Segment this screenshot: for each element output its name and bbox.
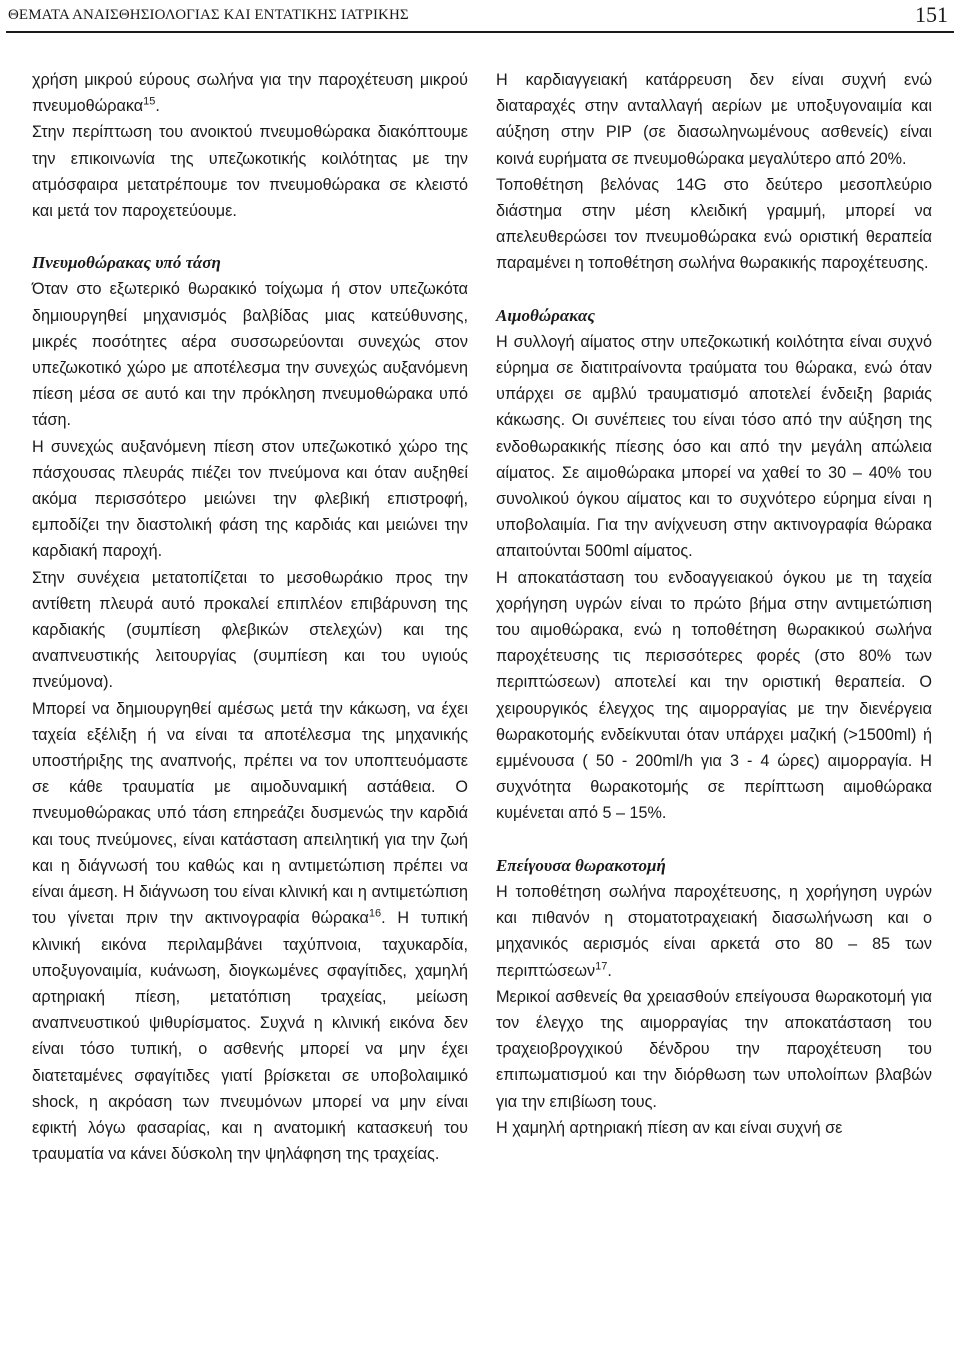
page-number: 151 — [915, 2, 948, 27]
paragraph-text: . Η τυπική κλινική εικόνα περιλαμβάνει ταχύπνοια, ταχυκαρδία, υποξυγοναιμία, κυάνωση, διογκωμένες σφαγίτιδες, χαμηλή αρτηριακή πίεση, μετατόπιση τραχείας, μείωση αναπνευστικού ψιθυρίσματος. Συχνά η κλινική εικόνα δεν είναι τόσο τυπική, ο ασθενής μπορεί να μην έχει διατεταμένες σφαγίτιδες γιατί βρίσκεται σε υποβολαιμικό shock, η ακρόαση των πνευμόνων μπορεί να μην είναι εφικτή λόγω φασαρίας, και η ανατομική κατασκευή του τραυματία να κάνει δύσκολη την ψηλάφηση της τραχείας. — [32, 909, 468, 1164]
running-header — [8, 0, 952, 30]
paragraph-text: Η τοποθέτηση σωλήνα παροχέτευσης, η χορήγηση υγρών και πιθανόν η στοματοτραχειακή διασωλήνωση και ο μηχανικός αερισμός είναι αρκετά στο 80 – 85 των περιπτώσεων — [496, 882, 932, 980]
paragraph: Η αποκατάσταση του ενδοαγγειακού όγκου με τη ταχεία χορήγηση υγρών είναι το πρώτο βήμα στην αντιμετώπιση του αιμοθώρακα, ενώ η τοποθέτηση θωρακικού σωλήνα παροχέτευσης τις περισσότερες φορές (στο 80% των περιπτώσεων) αποτελεί και την οριστική θεραπεία. Ο χειρουργικός έλεγχος της αιμορραγίας με την διενέργεια θωρακοτομής ενδείκνυται όταν υπάρχει μαζική (>1500ml) ή εμμένουσα ( 50 - 200ml/h για 3 - 4 ώρες) αιμορραγία. Η συχνότητα θωρακοτομής σε περίπτωση αιμοθώρακα κυμένεται από 5 – 15%. — [496, 568, 932, 823]
paragraph — [496, 879, 932, 984]
section-heading-tension-pneumothorax: Πνευμοθώρακας υπό τάση — [32, 253, 221, 273]
left-column — [32, 67, 468, 1167]
reference-superscript: 17 — [595, 960, 608, 973]
paragraph: Η χαμηλή αρτηριακή πίεση αν και είναι συχνή σε — [496, 1118, 843, 1137]
running-title: ΘΕΜΑΤΑ ΑΝΑΙΣΘΗΣΙΟΛΟΓΙΑΣ ΚΑΙ ΕΝΤΑΤΙΚΗΣ ΙΑΤΡΙΚΗΣ — [8, 6, 409, 23]
right-column — [496, 67, 932, 1141]
reference-superscript: 15 — [143, 95, 156, 108]
paragraph: Μερικοί ασθενείς θα χρειασθούν επείγουσα θωρακοτομή για τον έλεγχο της αιμορραγίας την αποκατάσταση του τραχειοβρογχικού δένδρου την παροχέτευση του επιπωματισμού και την διόρθωση των υπολοίπων βλαβών για την επιβίωση τους. — [496, 987, 932, 1111]
paragraph: Στην περίπτωση του ανοικτού πνευμοθώρακα διακόπτουμε την επικοινωνία της υπεζωκοτικής κοιλότητας με την ατμόσφαιρα μετατρέπουμε τον πνευμοθώρακα σε κλειστό και μετά τον παροχετεύουμε. — [32, 123, 468, 221]
paragraph: Τοποθέτηση βελόνας 14G στο δεύτερο μεσοπλεύριο διάστημα στην μέση κλειδική γραμμή, μπορεί να απελευθερώσει τον πνευμοθώρακα ενώ οριστική θεραπεία παραμένει η τοποθέτηση σωλήνα θωρακικής παροχέτευσης. — [496, 175, 932, 273]
paragraph-text: . — [607, 961, 612, 980]
section-spacer — [32, 224, 468, 250]
reference-superscript: 16 — [368, 907, 382, 920]
paragraph — [32, 67, 468, 119]
paragraph: Η συλλογή αίματος στην υπεζοκωτική κοιλότητα είναι συχνό εύρημα σε διατιτραίνοντα τραύματα του θώρακα, ενώ όταν υπάρχει σε αμβλύ τραυματισμό αποτελεί ένδειξη βαριάς κάκωσης. Οι συνέπειες του είναι τόσο από την αύξηση της ενδοθωρακικής πίεσης όσο και από την μεγάλη απώλεια αίματος. Σε αιμοθώρακα μπορεί να χαθεί το 30 – 40% του συνολικού όγκου αίματος και το συχνότερο εύρημα είναι η υποβολαιμία. Για την ανίχνευση στην ακτινογραφία θώρακα απαιτούνται 500ml αίματος. — [496, 332, 932, 561]
paragraph: Η καρδιαγγειακή κατάρρευση δεν είναι συχνή ενώ διαταραχές στην ανταλλαγή αερίων με υποξυγοναιμία και αύξηση στην PIP (σε διασωληνωμένους ασθενείς) είναι κοινά ευρήματα σε πνευμοθώρακα μεγαλύτερο από 20%. — [496, 71, 932, 168]
section-spacer — [496, 827, 932, 853]
paragraph: Όταν στο εξωτερικό θωρακικό τοίχωμα ή στον υπεζωκότα δημιουργηθεί μηχανισμός βαλβίδας μιας κατεύθυνσης, μικρές ποσότητες αέρα συσσωρεύονται συνεχώς στον υπεζωκοτικό χώρο με αποτέλεσμα την συνεχώς αυξανόμενη πίεση μέσα σε αυτό και την πρόκληση πνευμοθώρακα υπό τάση. — [32, 280, 468, 430]
section-heading-hemothorax: Αιμοθώρακας — [496, 305, 595, 325]
paragraph-text: Μπορεί να δημιουργηθεί αμέσως μετά την κάκωση, να έχει ταχεία εξέλιξη ή να είναι τα αποτέλεσμα της μηχανικής υποστήριξης της αναπνοής, πρέπει να τον υποπτευόμαστε σε κάθε τραυματία με αιμοδυναμική αστάθεια. Ο πνευμοθώρακας υπό τάση επηρεάζει δυσμενώς την καρδιά και τους πνεύμονες, είναι κατάσταση απειλητική για την ζωή και η διάγνωσή του καθώς και η αντιμετώπιση πρέπει να είναι άμεση. Η διάγνωση του είναι κλινική και η αντιμετώπιση του γίνεται πριν την ακτινογραφία θώρακα — [32, 699, 468, 928]
paragraph: Η συνεχώς αυξανόμενη πίεση στον υπεζωκοτικό χώρο της πάσχουσας πλευράς πιέζει τον πνεύμονα και όταν αυξηθεί ακόμα περισσότερο μειώνει την φλεβική επιστροφή, εμποδίζει την διαστολική φάση της καρδιάς και μειώνει την καρδιακή παροχή. — [32, 437, 468, 561]
paragraph-text: . — [155, 97, 160, 116]
header-rule — [6, 31, 954, 33]
section-heading-emergency-thoracotomy: Επείγουσα θωρακοτομή — [496, 855, 666, 875]
section-spacer — [496, 277, 932, 303]
paragraph: Στην συνέχεια μετατοπίζεται το μεσοθωράκιο προς την αντίθετη πλευρά αυτό προκαλεί επιπλέον επιβάρυνση της καρδιακής (συμπίεση φλεβικών στελεχών) και της αναπνευστικής λειτουργίας (συμπίεση και του υγιούς πνεύμονα). — [32, 568, 468, 692]
paragraph — [32, 696, 468, 1168]
paragraph-text: χρήση μικρού εύρους σωλήνα για την παροχέτευση μικρού πνευμοθώρακα — [32, 71, 468, 116]
